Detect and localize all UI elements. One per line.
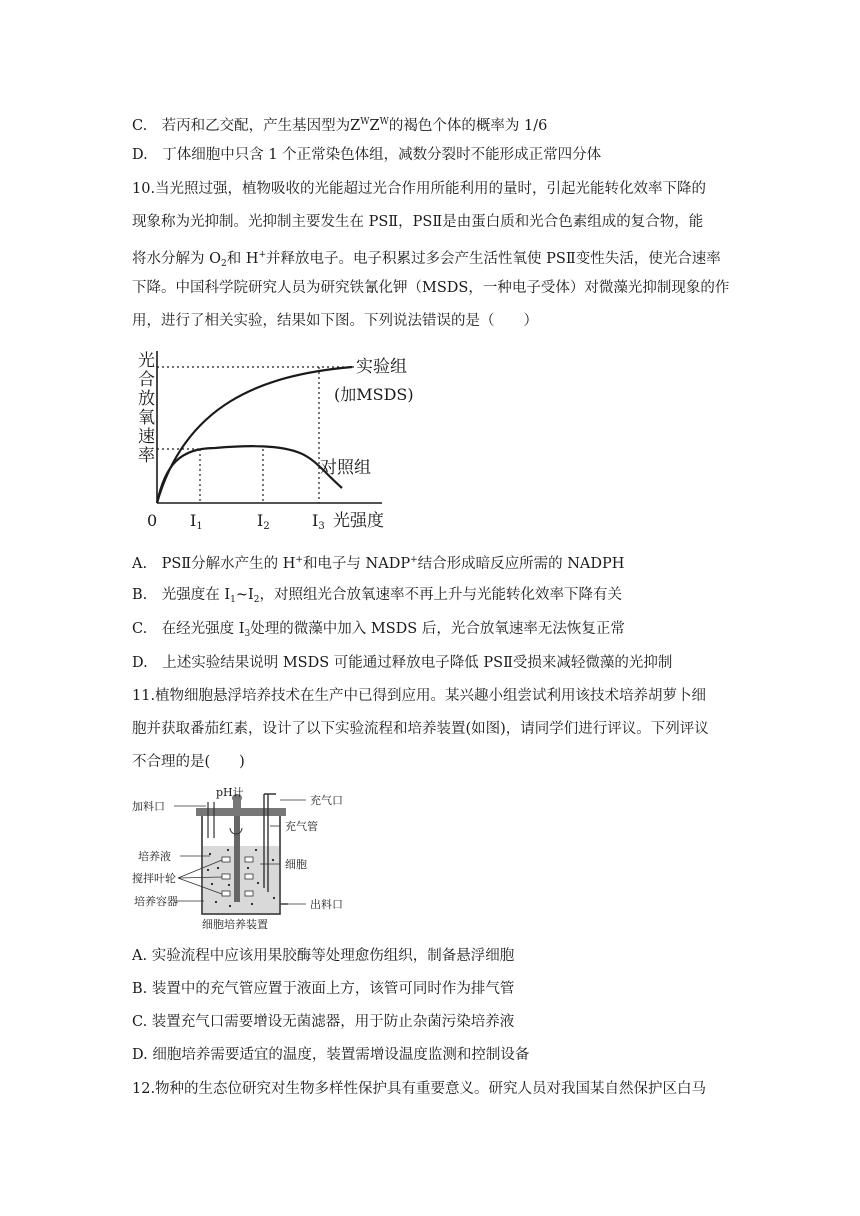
q11-option-a: A. 实验流程中应该用果胶酶等处理愈伤组织，制备悬浮细胞 bbox=[132, 948, 515, 964]
q11-diagram bbox=[130, 784, 370, 934]
label-cell: 细胞 bbox=[285, 858, 307, 871]
q11-option-b: B. 装置中的充气管应置于液面上方，该管可同时作为排气管 bbox=[132, 981, 515, 997]
label-outlet: 出料口 bbox=[310, 898, 343, 911]
stirrer-shaft bbox=[234, 816, 240, 902]
tick-i2: I2 bbox=[257, 511, 270, 532]
y-axis-label: 光合放氧速率 bbox=[134, 351, 154, 465]
q10-option-a: A. PSⅡ分解水产生的 H+和电子与 NADP+结合形成暗反应所需的 NADPH bbox=[132, 555, 625, 572]
q11-option-d: D. 细胞培养需要适宜的温度，装置需增设温度监测和控制设备 bbox=[132, 1047, 530, 1063]
tick-i3: I3 bbox=[312, 511, 325, 532]
q10-option-c: C. 在经光强度 $I_3$处理的微藻中加入 MSDS 后，光合放氧速率无法恢复正常 bbox=[132, 621, 625, 639]
q9-option-d: D. 丁体细胞中只含 1 个正常染色体组，减数分裂时不能形成正常四分体 bbox=[132, 147, 602, 163]
q11-option-c: C. 装置充气口需要增设无菌滤器，用于防止杂菌污染培养液 bbox=[132, 1014, 515, 1030]
label-gas-in: 充气口 bbox=[310, 794, 343, 807]
q12-stem-line-1: 12.物种的生态位研究对生物多样性保护具有重要意义。研究人员对我国某自然保护区白马 bbox=[132, 1081, 707, 1097]
exp-label-2: (加MSDS) bbox=[334, 385, 414, 404]
control-curve bbox=[157, 446, 342, 503]
q11-stem-line-2: 胞并获取番茄红素，设计了以下实验流程和培养装置(如图)，请同学们进行评议。下列评议 bbox=[132, 721, 709, 737]
ctrl-label: 对照组 bbox=[320, 458, 371, 478]
q10-figure bbox=[120, 345, 420, 535]
q10-option-b: B. 光强度在 $I_1\sim I_2$，对照组光合放氧速率不再上升与光能转化效率下降有关 bbox=[132, 587, 622, 605]
q11-stem-line-3: 不合理的是( ) bbox=[132, 754, 245, 770]
x-axis-label: 光强度 bbox=[333, 511, 384, 531]
origin-label: 0 bbox=[147, 511, 158, 530]
diagram-caption: 细胞培养装置 bbox=[202, 918, 268, 931]
q10-stem-line-2: 现象称为光抑制。光抑制主要发生在 PSⅡ，PSⅡ是由蛋白质和光合色素组成的复合物，能 bbox=[132, 214, 704, 230]
q10-stem-line-4: 下降。中国科学院研究人员为研究铁氰化钾（MSDS，一种电子受体）对微藻光抑制现象的作 bbox=[132, 280, 730, 296]
label-impeller: 搅拌叶轮 bbox=[132, 872, 176, 885]
q10-option-d: D. 上述实验结果说明 MSDS 可能通过释放电子降低 PSⅡ受损来减轻微藻的光抑制 bbox=[132, 655, 673, 671]
label-feed-in: 加料口 bbox=[132, 800, 165, 813]
q9-option-c: C. 若丙和乙交配，产生基因型为$Z^WZ^W$的褐色个体的概率为 1/6 bbox=[132, 117, 548, 134]
feed-tube bbox=[208, 802, 214, 838]
q10-stem-line-3: 将水分解为 $O_2$和 H+并释放电子。电子积累过多会产生活性氧使 PSⅡ变性失活，使光合速率 bbox=[132, 250, 721, 269]
label-ph-meter: pH计 bbox=[216, 786, 244, 799]
tick-i1: I1 bbox=[190, 511, 203, 532]
q11-stem-line-1: 11.植物细胞悬浮培养技术在生产中已得到应用。某兴趣小组尝试利用该技术培养胡萝卜细 bbox=[132, 688, 707, 704]
exp-label: 实验组 bbox=[356, 357, 407, 377]
label-gas-tube: 充气管 bbox=[285, 820, 318, 833]
label-medium: 培养液 bbox=[138, 850, 171, 863]
label-container: 培养容器 bbox=[134, 895, 178, 908]
q10-stem-line-5: 用，进行了相关实验，结果如下图。下列说法错误的是（ ） bbox=[132, 313, 538, 329]
experimental-curve bbox=[157, 367, 352, 503]
q10-stem-line-1: 10.当光照过强，植物吸收的光能超过光合作用所能利用的量时，引起光能转化效率下降的 bbox=[132, 181, 707, 197]
vessel-lid bbox=[196, 808, 286, 816]
